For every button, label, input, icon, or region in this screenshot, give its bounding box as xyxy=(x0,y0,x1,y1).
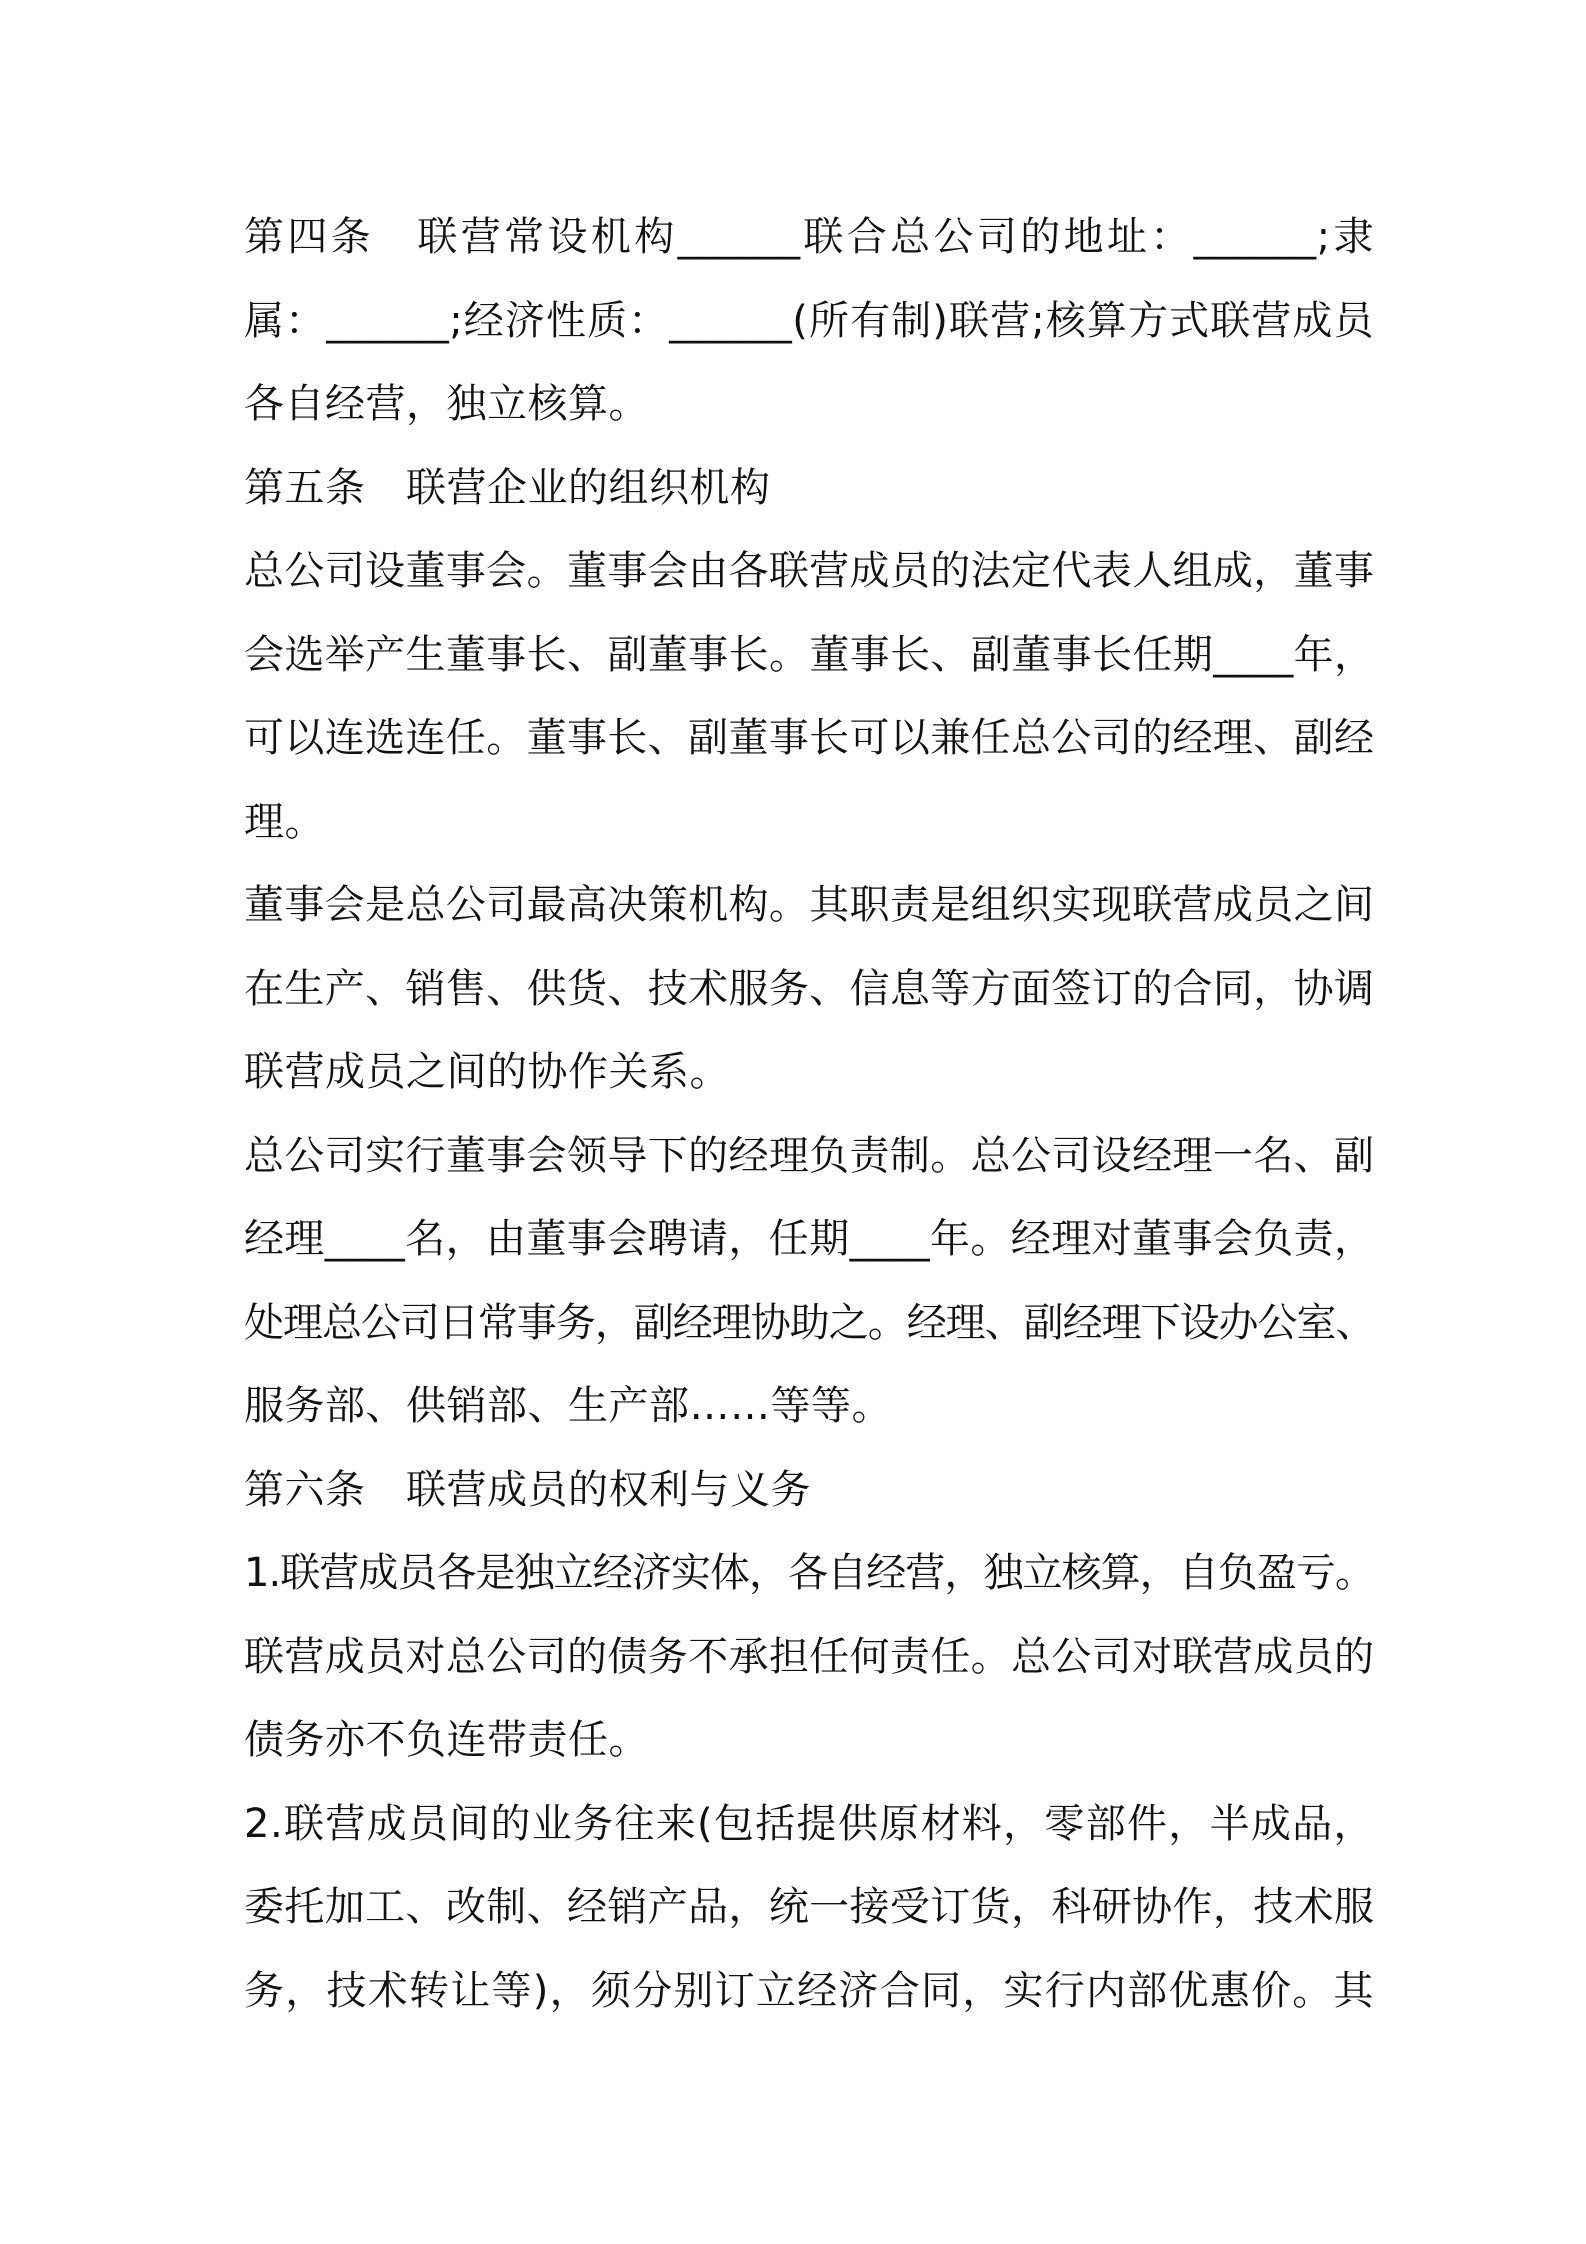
text-line: 总公司实行董事会领导下的经理负责制。总公司设经理一名、副 xyxy=(244,1132,1374,1179)
text-line-article-6-heading: 第六条 联营成员的权利与义务 xyxy=(244,1466,811,1513)
text-line: 联营成员之间的协作关系。 xyxy=(244,1049,730,1095)
text-line: 董事会是总公司最高决策机构。其职责是组织实现联营成员之间 xyxy=(244,882,1374,928)
text-line: 处理总公司日常事务，副经理协助之。经理、副经理下设办公室、 xyxy=(244,1299,1374,1346)
text-line: 委托加工、改制、经销产品，统一接受订货，科研协作，技术服 xyxy=(244,1884,1374,1930)
text-line: 务，技术转让等)，须分别订立经济合同，实行内部优惠价。其 xyxy=(244,1967,1374,2014)
text-line: 在生产、销售、供货、技术服务、信息等方面签订的合同，协调 xyxy=(244,965,1374,1012)
text-line: 经理____名，由董事会聘请，任期____年。经理对董事会负责， xyxy=(244,1216,1374,1262)
document-body xyxy=(244,196,1374,2033)
text-line: 可以连选连任。董事长、副董事长可以兼任总公司的经理、副经 xyxy=(244,715,1374,761)
text-line-article-5-heading: 第五条 联营企业的组织机构 xyxy=(244,464,771,511)
text-line: 属：______;经济性质：______(所有制)联营;核算方式联营成员 xyxy=(244,297,1374,344)
text-line: 服务部、供销部、生产部……等等。 xyxy=(244,1383,892,1429)
text-line: 会选举产生董事长、副董事长。董事长、副董事长任期____年， xyxy=(244,631,1374,678)
text-line: 1.联营成员各是独立经济实体，各自经营，独立核算，自负盈亏。 xyxy=(244,1550,1374,1596)
text-line: 2.联营成员间的业务往来(包括提供原材料，零部件，半成品， xyxy=(244,1800,1374,1847)
text-line: 债务亦不负连带责任。 xyxy=(244,1717,649,1763)
text-line: 总公司设董事会。董事会由各联营成员的法定代表人组成，董事 xyxy=(244,548,1374,594)
text-line-article-4: 第四条 联营常设机构______联合总公司的地址：______;隶 xyxy=(244,214,1374,260)
text-line: 联营成员对总公司的债务不承担任何责任。总公司对联营成员的 xyxy=(244,1633,1374,1680)
text-line: 理。 xyxy=(244,798,325,845)
text-line: 各自经营，独立核算。 xyxy=(244,381,649,427)
